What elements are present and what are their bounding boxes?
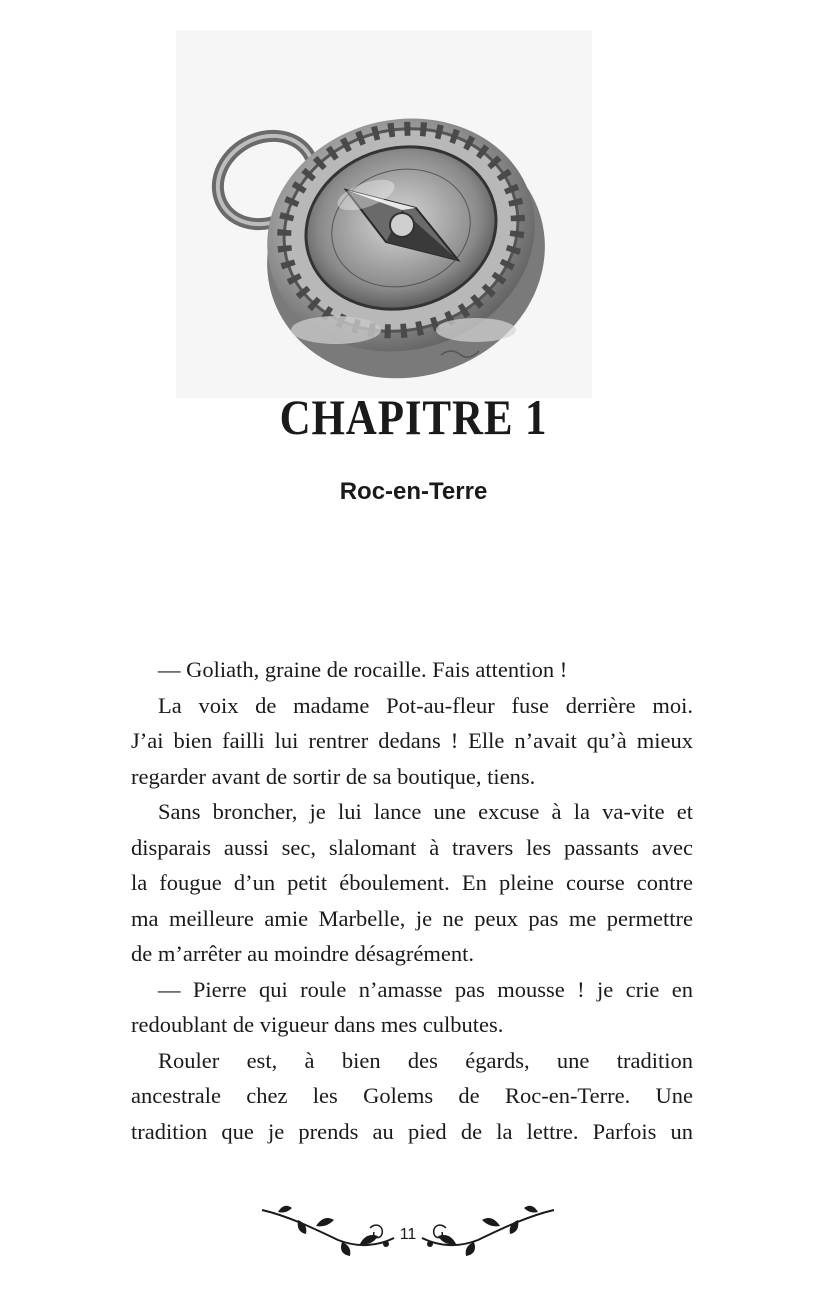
chapter-subtitle: Roc-en-Terre	[339, 478, 488, 505]
compass-illustration	[176, 30, 592, 398]
text-line: tradition que je prends au pied de la lettre. Parfois un	[131, 1118, 693, 1144]
text-line: Sans broncher, je lui lance une excuse à la va-vite et	[158, 799, 693, 824]
text-line: la fougue d’un petit éboulement. En pleine course contre	[131, 870, 693, 895]
text-line: regarder avant de sortir de sa boutique, tiens.	[131, 763, 536, 789]
body-text	[131, 652, 693, 1149]
chapter-title: CHAPITRE 1	[279, 389, 548, 445]
text-line: redoublant de vigueur dans mes culbutes.	[131, 1012, 504, 1037]
page-number: 11	[399, 1226, 417, 1243]
compass-icon	[176, 30, 592, 398]
text-line: Rouler est, à bien des égards, une tradition	[158, 1047, 693, 1073]
text-line: ma meilleure amie Marbelle, je ne peux pas me permettre	[131, 905, 693, 931]
text-line: — Pierre qui roule n’amasse pas mousse ! je crie en	[158, 976, 693, 1002]
floral-ornament-icon	[418, 1198, 558, 1258]
text-line: La voix de madame Pot-au-fleur fuse derrière moi.	[158, 692, 693, 718]
floral-ornament-icon	[258, 1198, 398, 1258]
text-line: de m’arrêter au moindre désagrément.	[131, 941, 474, 966]
text-line: — Goliath, graine de rocaille. Fais attention !	[158, 657, 568, 682]
text-line: J’ai bien failli lui rentrer dedans ! Elle n’avait qu’à mieux	[131, 728, 693, 753]
text-line: ancestrale chez les Golems de Roc-en-Terre. Une	[131, 1083, 693, 1108]
page-footer	[258, 1198, 558, 1258]
text-line: disparais aussi sec, slalomant à travers les passants avec	[131, 834, 693, 860]
